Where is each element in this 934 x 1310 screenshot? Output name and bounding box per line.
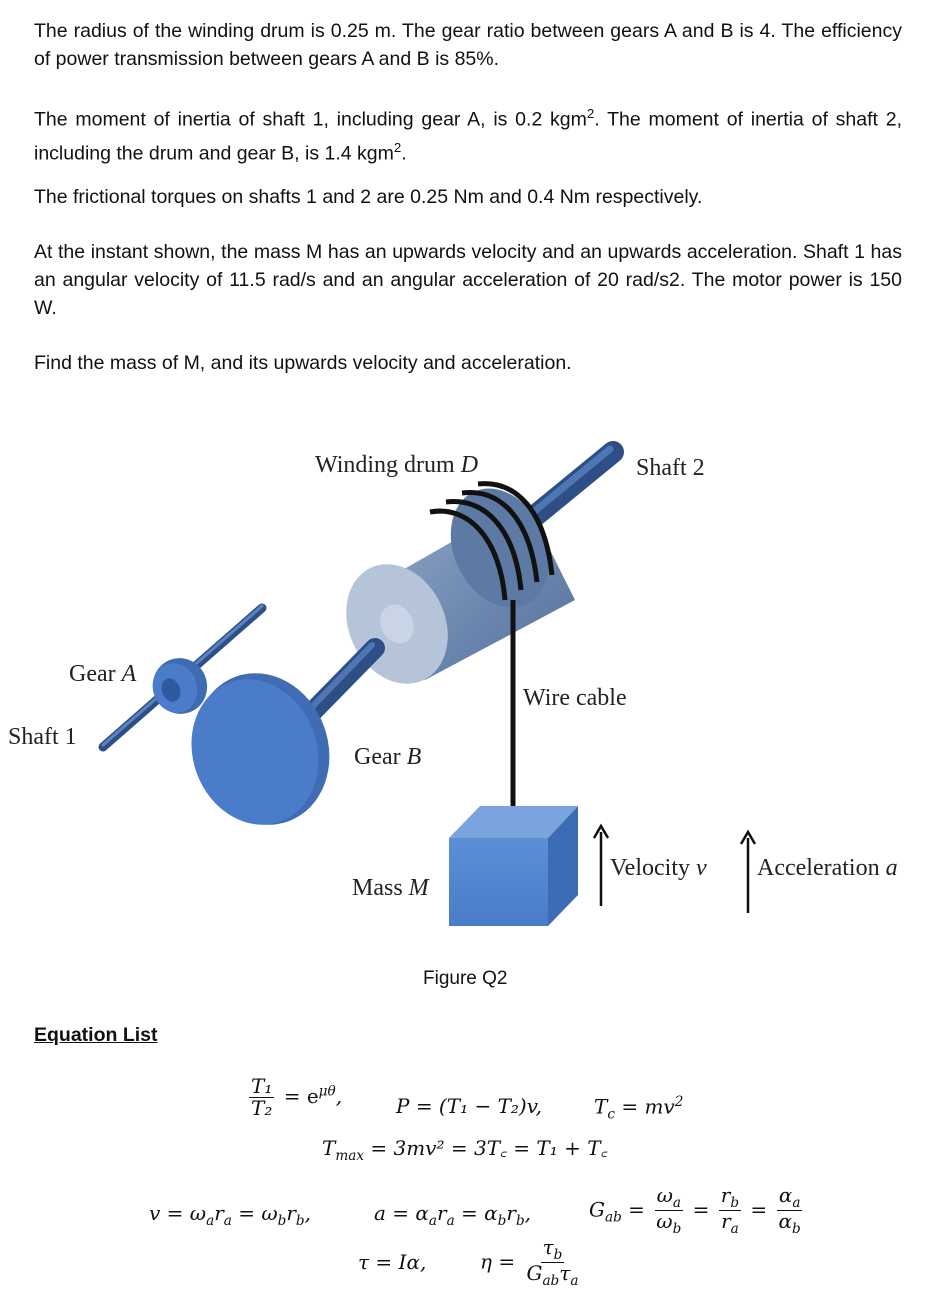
- figure-caption: Figure Q2: [423, 968, 508, 989]
- shaft-2: [530, 449, 613, 520]
- equation-max-tension: $T_{max} = 3mv^2$ = 3T꜀ = T₁ + T꜀: [322, 1136, 608, 1164]
- inertia-text-b: . The moment of inertia of shaft 2, including the drum and gear B, is 1.4 kgm: [34, 108, 902, 164]
- inertia-text-c: .: [401, 142, 407, 164]
- paragraph-instant: At the instant shown, the mass M has an upwards velocity and an upwards acceleration. Shaft 1 has an angular velocity of 11.5 rad/s and an angular acceleration of 20 rad/s2. The motor power is 150 W.: [34, 241, 902, 319]
- equation-linear-acceleration: $a = \alpha_ar_a = \alpha_br_b$,: [374, 1201, 531, 1229]
- label-wire-cable: Wire cable: [523, 685, 627, 711]
- equation-power-belt: P = (T₁ − T₂)v,: [396, 1094, 543, 1118]
- inertia-sup-2: 2: [393, 139, 402, 155]
- label-shaft-1: Shaft 1: [8, 724, 77, 750]
- equation-list-heading: Equation List: [34, 1024, 158, 1046]
- equation-efficiency: η = $\frac{\tau_b}{G_{ab}\tau_a}$: [480, 1235, 579, 1290]
- label-acceleration: Acceleration a: [757, 855, 898, 881]
- paragraph-drum-gear: The radius of the winding drum is 0.25 m. The gear ratio between gears A and B is 4. The efficiency of power transmission between gears A and B is 85%.: [34, 20, 902, 70]
- inertia-sup-1: 2: [586, 106, 595, 121]
- label-gear-b: Gear B: [354, 744, 422, 770]
- acceleration-arrow: [741, 832, 755, 913]
- label-gear-a: Gear A: [69, 661, 137, 687]
- equation-gear-ratio: $G_{ab}$ = $\frac{\omega_a}{\omega_b}$ = $\frac{r_b}{r_a}$ = $\frac{\alpha_a}{\alpha_b}$: [589, 1183, 801, 1238]
- equation-torque-inertia: τ = Iα,: [358, 1250, 427, 1274]
- equation-linear-velocity: $v = \omega_ar_a = \omega_br_b$,: [149, 1201, 311, 1229]
- paragraph-friction: The frictional torques on shafts 1 and 2 are 0.25 Nm and 0.4 Nm respectively.: [34, 186, 703, 208]
- belt-ratio-numerator: T₁: [251, 1074, 273, 1098]
- belt-ratio-denominator: T₂: [251, 1096, 273, 1120]
- label-velocity: Velocity v: [610, 855, 707, 881]
- paragraph-inertia: [34, 100, 902, 167]
- equation-centrifugal-tension: $T_c = mv^2$: [594, 1094, 684, 1123]
- velocity-arrow: [594, 826, 608, 906]
- label-winding-drum: Winding drum D: [315, 452, 479, 478]
- equation-belt-friction: $\frac{\text{T₁}}{\text{T₂}}$ = $e^{\mu\theta}$,: [251, 1074, 343, 1120]
- mass-m-box: [449, 806, 578, 926]
- label-mass-m: Mass M: [352, 875, 429, 901]
- paragraph-question: Find the mass of M, and its upwards velocity and acceleration.: [34, 352, 572, 374]
- label-shaft-2: Shaft 2: [636, 455, 705, 481]
- inertia-text-a: The moment of inertia of shaft 1, including gear A, is 0.2 kgm: [34, 108, 587, 131]
